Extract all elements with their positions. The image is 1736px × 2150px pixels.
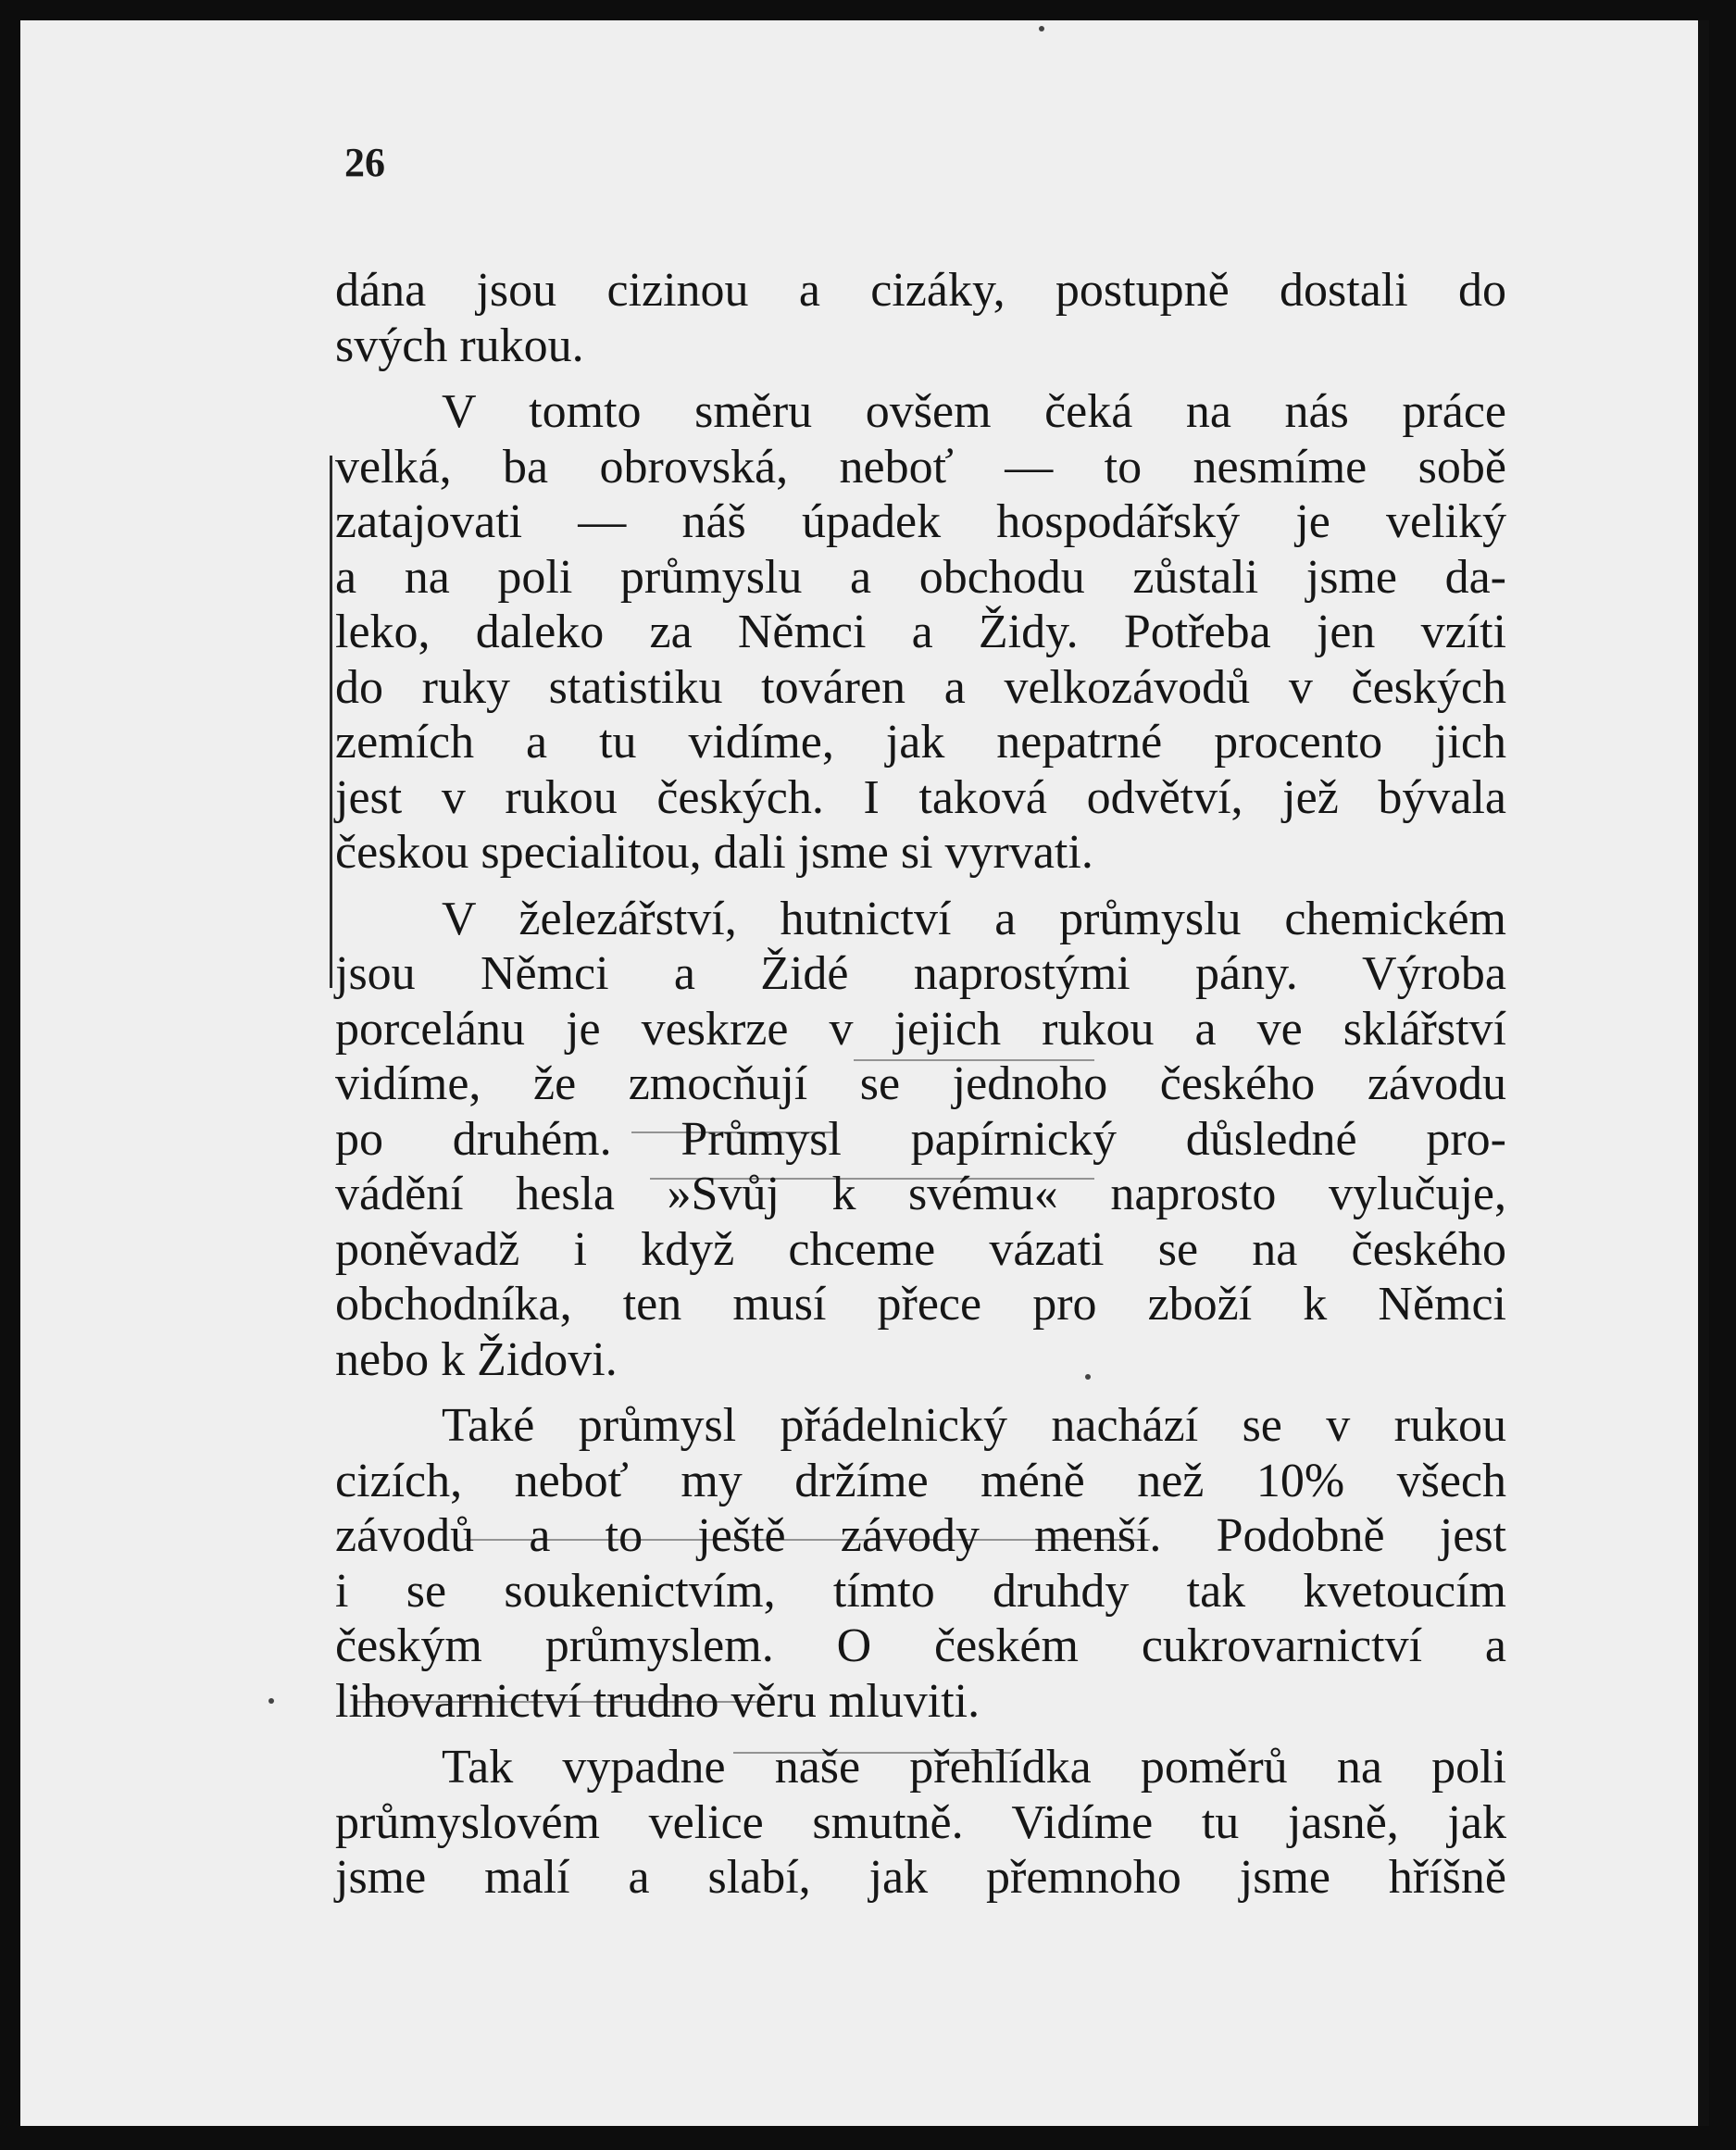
text-line: vádění hesla »Svůj k svému« naprosto vylučuje,: [335, 1168, 1506, 1220]
text-line: Také průmysl přádelnický nachází se v rukou: [442, 1399, 1506, 1452]
paragraph: [335, 1740, 1506, 1906]
paragraph: [335, 1398, 1506, 1729]
text-line: jsou Němci a Židé naprostými pány. Výroba: [335, 947, 1506, 1000]
book-page: [20, 20, 1709, 2126]
page-edge-shadow: [1698, 20, 1709, 2126]
page-number: 26: [344, 140, 385, 185]
text-line: zemích a tu vidíme, jak nepatrné procento jich: [335, 716, 1506, 769]
paragraph: [335, 263, 1506, 373]
text-line: jest v rukou českých. I taková odvětví, jež bývala: [335, 770, 1506, 824]
paragraph: [335, 892, 1506, 1388]
ink-speck: [1039, 26, 1044, 31]
text-line: po druhém. Průmysl papírnický důsledné pro-: [335, 1112, 1506, 1166]
text-line: lihovarnictví trudno věru mluviti.: [335, 1674, 980, 1728]
text-line: vidíme, že zmocňují se jednoho českého závodu: [335, 1057, 1506, 1110]
text-line: V tomto směru ovšem čeká na nás práce: [442, 385, 1506, 438]
text-line: českou specialitou, dali jsme si vyrvati.: [335, 826, 1093, 879]
text-line: porcelánu je veskrze v jejich rukou a ve sklářství: [335, 1002, 1506, 1056]
body-text: [335, 263, 1506, 1906]
text-line: velká, ba obrovská, neboť — to nesmíme sobě: [335, 440, 1506, 494]
text-line: obchodníka, ten musí přece pro zboží k Němci: [335, 1278, 1506, 1331]
text-line: průmyslovém velice smutně. Vidíme tu jasně, jak: [335, 1795, 1506, 1849]
text-line: poněvadž i když chceme vázati se na českého: [335, 1222, 1506, 1276]
text-line: V železářství, hutnictví a průmyslu chemickém: [442, 892, 1506, 945]
ink-speck: [269, 1698, 274, 1704]
paragraph: [335, 384, 1506, 881]
text-line: dána jsou cizinou a cizáky, postupně dostali do: [335, 264, 1506, 317]
text-line: nebo k Židovi.: [335, 1332, 618, 1386]
text-line: Tak vypadne naše přehlídka poměrů na poli: [442, 1741, 1506, 1794]
text-line: zatajovati — náš úpadek hospodářský je veliký: [335, 495, 1506, 548]
text-line: závodů a to ještě závody menší. Podobně jest: [335, 1509, 1506, 1562]
text-line: cizích, neboť my držíme méně než 10% všech: [335, 1454, 1506, 1507]
text-line: i se soukenictvím, tímto druhdy tak kvetoucím: [335, 1564, 1506, 1618]
text-line: českým průmyslem. O českém cukrovarnictví a: [335, 1619, 1506, 1672]
text-line: do ruky statistiku továren a velkozávodů v českých: [335, 660, 1506, 714]
text-line: svých rukou.: [335, 319, 584, 372]
text-line: jsme malí a slabí, jak přemnoho jsme hříšně: [335, 1851, 1506, 1904]
text-line: a na poli průmyslu a obchodu zůstali jsme da-: [335, 550, 1506, 604]
text-line: leko, daleko za Němci a Židy. Potřeba jen vzíti: [335, 606, 1506, 658]
